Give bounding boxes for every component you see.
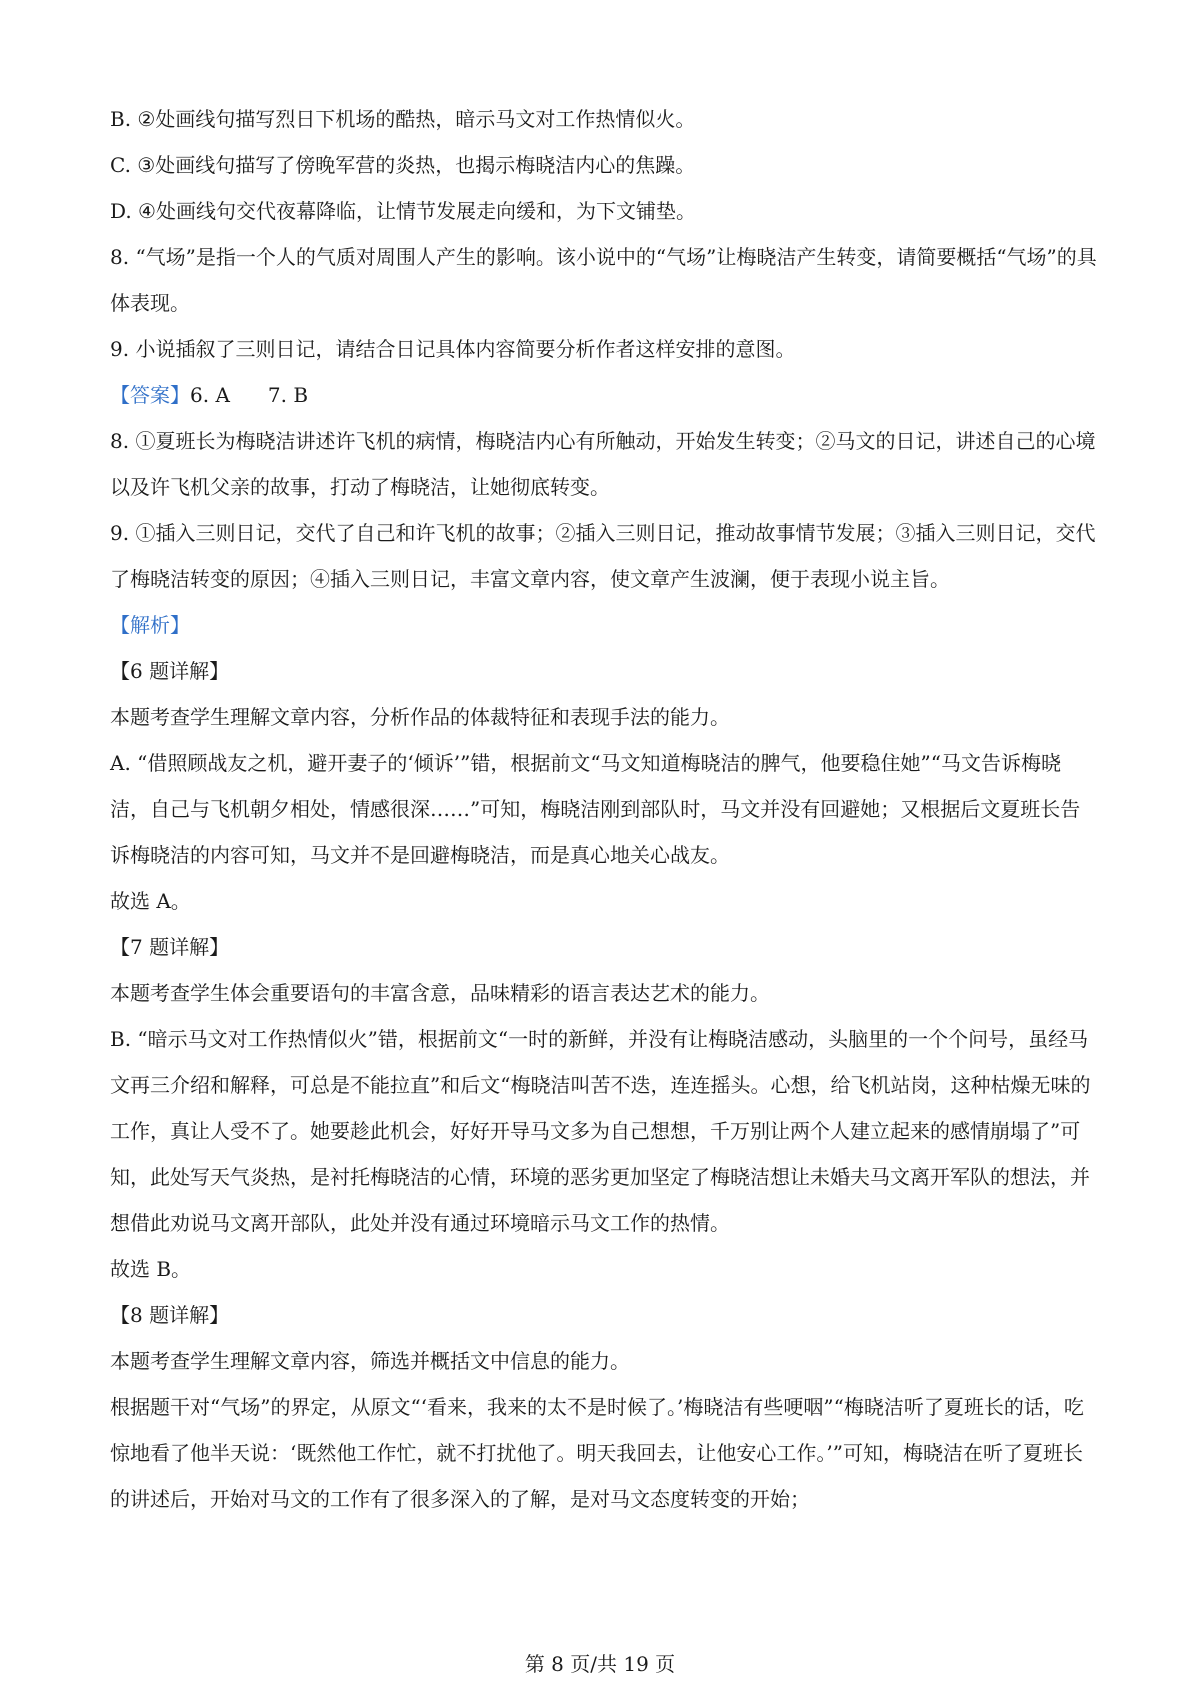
answer-7: 7. B bbox=[267, 383, 309, 407]
q6-explanation: A. “借照顾战友之机，避开妻子的‘倾诉’”错，根据前文“马文知道梅晓洁的脾气，他要稳住她”“马文告诉梅晓洁，自己与飞机朝夕相处，情感很深……”可知，梅晓洁刚到部队时，马文并没有回避她；又根据后文夏班长告诉梅晓洁的内容可知，马文并不是回避梅晓洁，而是真心地关心战友。 bbox=[110, 751, 1081, 867]
analysis-tag: 【解析】 bbox=[110, 613, 190, 637]
q6-intro: 本题考查学生理解文章内容，分析作品的体裁特征和表现手法的能力。 bbox=[110, 705, 730, 729]
page-number: 第 8 页/共 19 页 bbox=[524, 1652, 676, 1676]
q7-explanation: B. “暗示马文对工作热情似火”错，根据前文“一时的新鲜，并没有让梅晓洁感动，头脑里的一个个问号，虽经马文再三介绍和解释，可总是不能拉直”和后文“梅晓洁叫苦不迭，连连摇头。心想，给飞机站岗，这种枯燥无味的工作，真让人受不了。她要趁此机会，好好开导马文多为自己想想，千万别让两个人建立起来的感情崩塌了”可知，此处写天气炎热，是衬托梅晓洁的心情，环境的恶劣更加坚定了梅晓洁想让未婚夫马文离开军队的想法，并想借此劝说马文离开部队，此处并没有通过环境暗示马文工作的热情。 bbox=[110, 1027, 1091, 1235]
q7-intro: 本题考查学生体会重要语句的丰富含意，品味精彩的语言表达艺术的能力。 bbox=[110, 981, 770, 1005]
question-9: 9. 小说插叙了三则日记，请结合日记具体内容简要分析作者这样安排的意图。 bbox=[110, 337, 796, 361]
page-footer bbox=[0, 1650, 1200, 1678]
q8-intro: 本题考查学生理解文章内容，筛选并概括文中信息的能力。 bbox=[110, 1349, 630, 1373]
question-8: 8. “气场”是指一个人的气质对周围人产生的影响。该小说中的“气场”让梅晓洁产生转变，请简要概括“气场”的具体表现。 bbox=[110, 245, 1097, 315]
q7-choice: 故选 B。 bbox=[110, 1257, 192, 1281]
answer-6: 6. A bbox=[190, 383, 230, 407]
answer-9: 9. ①插入三则日记，交代了自己和许飞机的故事；②插入三则日记，推动故事情节发展；③插入三则日记，交代了梅晓洁转变的原因；④插入三则日记，丰富文章内容，使文章产生波澜，便于表现小说主旨。 bbox=[110, 521, 1096, 591]
answer-8: 8. ①夏班长为梅晓洁讲述许飞机的病情，梅晓洁内心有所触动，开始发生转变；②马文的日记，讲述自己的心境以及许飞机父亲的故事，打动了梅晓洁，让她彻底转变。 bbox=[110, 429, 1096, 499]
heading-q8: 【8 题详解】 bbox=[110, 1303, 230, 1327]
answer-line bbox=[110, 372, 1100, 418]
option-d: D. ④处画线句交代夜幕降临，让情节发展走向缓和，为下文铺垫。 bbox=[110, 199, 696, 223]
heading-q6: 【6 题详解】 bbox=[110, 659, 230, 683]
heading-q7: 【7 题详解】 bbox=[110, 935, 230, 959]
q6-choice: 故选 A。 bbox=[110, 889, 191, 913]
answer-tag: 【答案】 bbox=[110, 383, 190, 407]
q8-explanation: 根据题干对“气场”的界定，从原文“‘看来，我来的太不是时候了。’梅晓洁有些哽咽”“梅晓洁听了夏班长的话，吃惊地看了他半天说：‘既然他工作忙，就不打扰他了。明天我回去，让他安心工作。’”可知，梅晓洁在听了夏班长的讲述后，开始对马文的工作有了很多深入的了解，是对马文态度转变的开始； bbox=[110, 1395, 1084, 1511]
page-content bbox=[110, 96, 1100, 1522]
option-c: C. ③处画线句描写了傍晚军营的炎热，也揭示梅晓洁内心的焦躁。 bbox=[110, 153, 696, 177]
option-b: B. ②处画线句描写烈日下机场的酷热，暗示马文对工作热情似火。 bbox=[110, 107, 696, 131]
